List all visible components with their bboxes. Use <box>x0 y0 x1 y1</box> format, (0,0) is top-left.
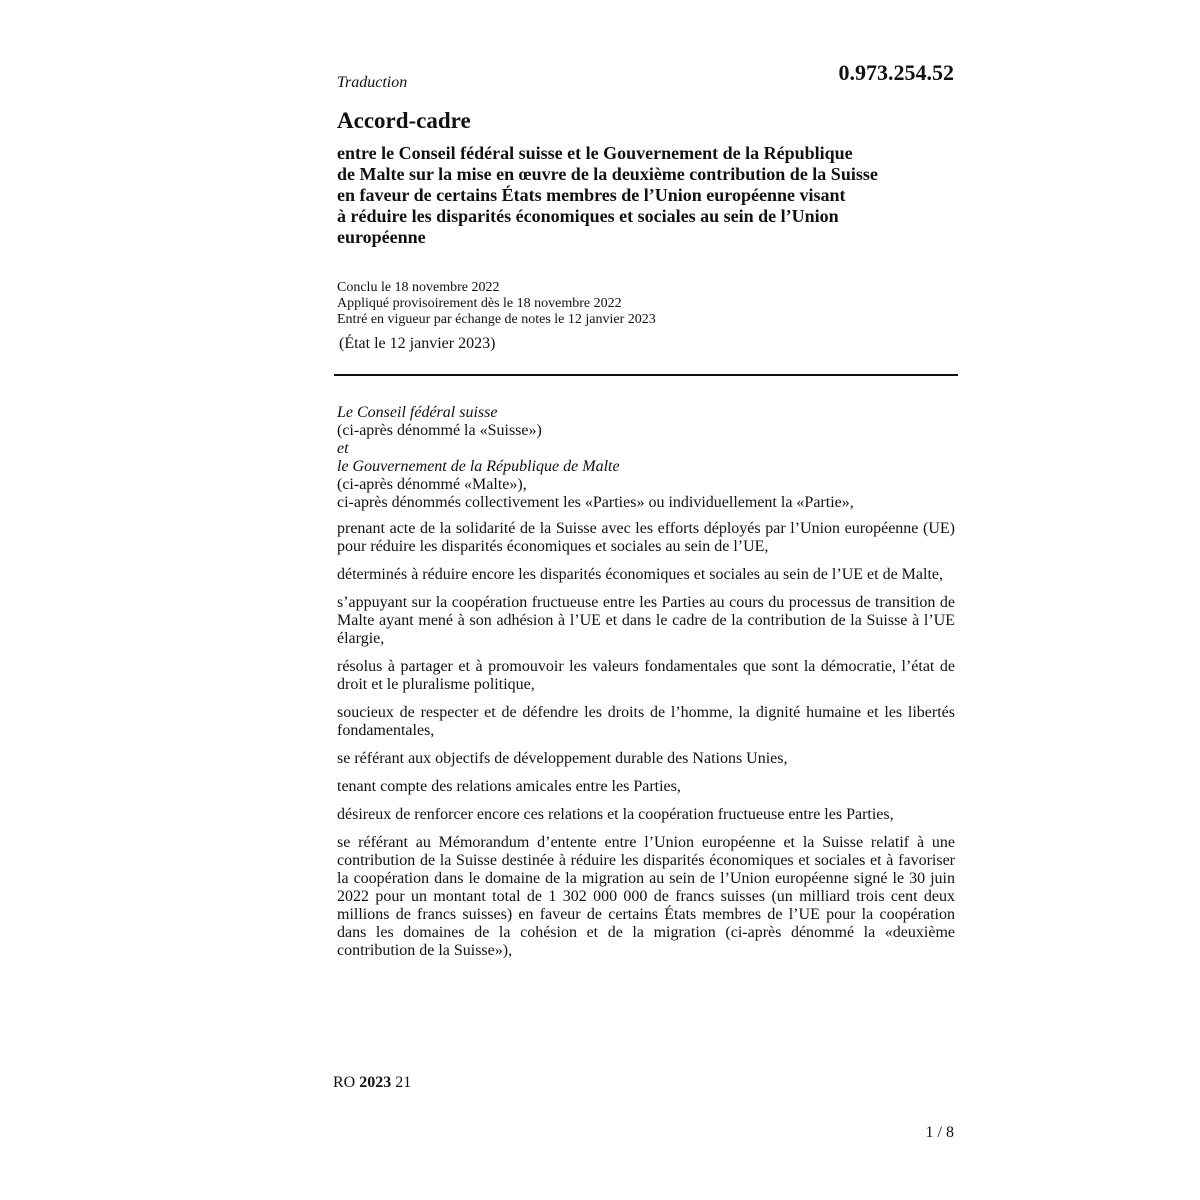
recital: se référant au Mémorandum d’entente entre l’Union européenne et la Suisse relatif à une contribution de la Suisse destinée à réduire les disparités économiques et sociales et à favoriser la coopération dans le domaine de la migration au sein de l’Union européenne signé le 30 juin 2022 pour un montant total de 1 302 000 000 de francs suisses (un milliard trois cent deux millions de francs suisses) en faveur de certains États membres de l’UE pour la coopération dans les domaines de la cohésion et de la migration (ci-après dénommé la «deuxième contribution de la Suisse»), <box>337 834 955 959</box>
dates-block <box>337 280 656 328</box>
ro-reference <box>333 1074 411 1092</box>
party-malta-note: (ci-après dénommé «Malte»), <box>337 476 527 493</box>
party-switzerland-note: (ci-après dénommé la «Suisse») <box>337 422 542 439</box>
ro-page: 21 <box>395 1074 412 1091</box>
subtitle-line: à réduire les disparités économiques et sociales au sein de l’Union <box>337 206 839 226</box>
recital: déterminés à réduire encore les disparités économiques et sociales au sein de l’UE et de Malte, <box>337 566 943 583</box>
recital: désireux de renforcer encore ces relations et la coopération fructueuse entre les Parties, <box>337 806 894 823</box>
document-subtitle <box>337 143 955 248</box>
recital: résolus à partager et à promouvoir les valeurs fondamentales que sont la démocratie, l’état de droit et le pluralisme politique, <box>337 658 955 693</box>
recital: prenant acte de la solidarité de la Suisse avec les efforts déployés par l’Union européenne (UE) pour réduire les disparités économiques et sociales au sein de l’UE, <box>337 520 955 555</box>
document-title: Accord-cadre <box>337 108 471 133</box>
party-malta: le Gouvernement de la République de Malte <box>337 458 620 475</box>
date-conclu: Conclu le 18 novembre 2022 <box>337 280 500 295</box>
page-number: 1 / 8 <box>925 1124 954 1141</box>
recital: se référant aux objectifs de développement durable des Nations Unies, <box>337 750 788 767</box>
date-entree-en-vigueur: Entré en vigueur par échange de notes le 12 janvier 2023 <box>337 312 656 327</box>
date-applique: Appliqué provisoirement dès le 18 novembre 2022 <box>337 296 622 311</box>
recital: soucieux de respecter et de défendre les droits de l’homme, la dignité humaine et les libertés fondamentales, <box>337 704 955 739</box>
subtitle-line: européenne <box>337 227 426 247</box>
parties-block <box>337 404 955 512</box>
ro-prefix: RO <box>333 1074 356 1091</box>
recital: tenant compte des relations amicales entre les Parties, <box>337 778 681 795</box>
parties-collective: ci-après dénommés collectivement les «Parties» ou individuellement la «Partie», <box>337 494 854 511</box>
subtitle-line: entre le Conseil fédéral suisse et le Gouvernement de la République <box>337 143 853 163</box>
party-switzerland: Le Conseil fédéral suisse <box>337 404 498 421</box>
subtitle-line: en faveur de certains États membres de l’Union européenne visant <box>337 185 846 205</box>
recital: s’appuyant sur la coopération fructueuse entre les Parties au cours du processus de transition de Malte ayant mené à son adhésion à l’UE et dans le cadre de la contribution de la Suisse à l’UE élargie, <box>337 594 955 647</box>
ro-year: 2023 <box>359 1074 392 1091</box>
etat-date: (État le 12 janvier 2023) <box>339 335 496 352</box>
sr-number: 0.973.254.52 <box>838 60 954 85</box>
horizontal-rule <box>334 374 958 376</box>
conjunction-et: et <box>337 440 349 457</box>
traduction-label: Traduction <box>337 74 408 91</box>
preamble <box>337 404 955 970</box>
subtitle-line: de Malte sur la mise en œuvre de la deuxième contribution de la Suisse <box>337 164 878 184</box>
